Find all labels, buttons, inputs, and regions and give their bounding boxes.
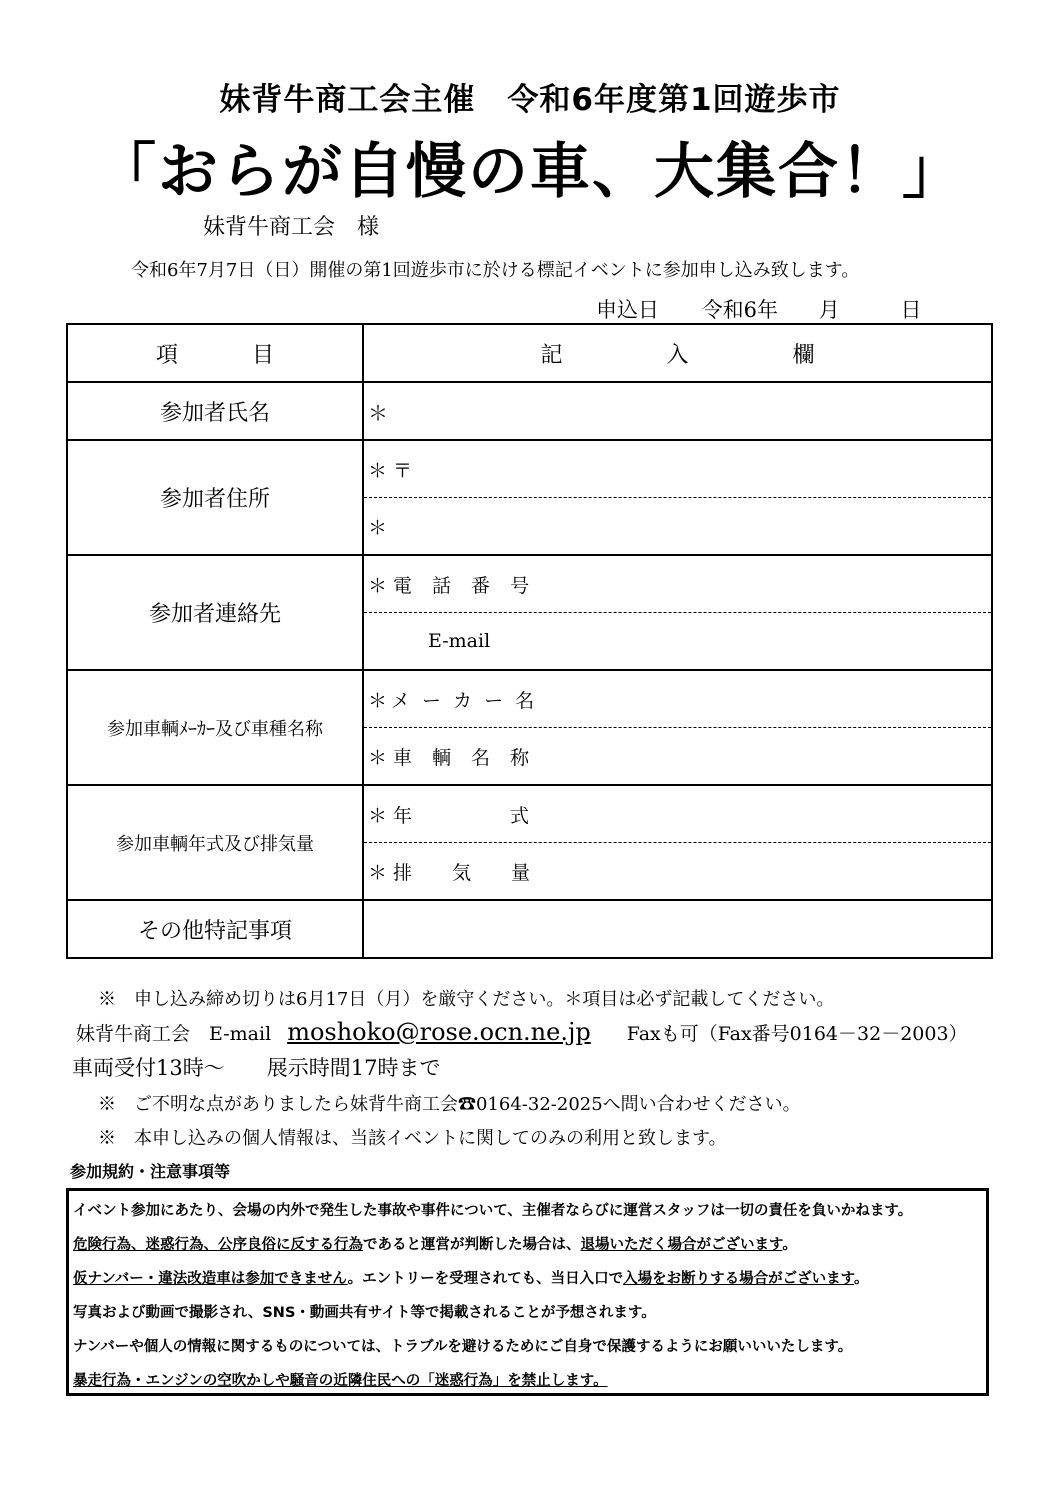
participant-contact-label: 参加者連絡先 <box>67 555 363 670</box>
inquiry-note: ※ ご不明な点がありましたら妹背牛商工会☎0164-32-2025へ問い合わせください。 <box>98 1094 801 1115</box>
rules-box <box>66 1188 989 1396</box>
phone-label-char: 電 <box>393 574 413 597</box>
deadline-note: ※ 申し込み締め切りは6月17日（月）を厳守ください。＊項目は必ず記載してください。 <box>98 989 835 1010</box>
model-label-char: 車 <box>393 746 413 769</box>
header-entry-char: 記 <box>540 342 563 368</box>
phone-number-field[interactable] <box>364 556 991 613</box>
required-mark: ＊ <box>368 574 388 597</box>
rule-item: イベント参加にあたり、会場の内外で発生した事故や事件について、主催者ならびに運営スタッフは一切の責任を負いかねます。 <box>73 1203 913 1219</box>
header-item-char: 項 <box>155 342 178 368</box>
rule-text: 。 <box>782 1237 797 1253</box>
participant-name-field[interactable]: ＊ <box>363 382 992 440</box>
header-entry-cell <box>363 324 992 382</box>
model-label-char: 輌 <box>432 746 452 769</box>
contact-line <box>76 1018 968 1046</box>
header-item-cell <box>67 324 363 382</box>
maker-label-char: カ <box>453 689 473 712</box>
application-date-label: 申込日 <box>596 298 659 322</box>
application-date-month: 月 <box>818 298 840 322</box>
vehicle-maker-model-cell <box>363 670 992 785</box>
maker-label-char: ー <box>422 689 442 712</box>
header-item-char: 目 <box>252 342 275 368</box>
rule-text: 。 <box>853 1271 869 1287</box>
table-row-address <box>67 440 992 555</box>
header-entry-char: 欄 <box>792 342 815 368</box>
phone-label-char: 話 <box>432 574 452 597</box>
model-label-char: 名 <box>471 746 491 769</box>
application-date <box>596 294 921 324</box>
displacement-label-char: 量 <box>511 861 531 884</box>
table-row-name <box>67 382 992 440</box>
displacement-label-char: 排 <box>393 861 413 884</box>
displacement-field[interactable] <box>364 843 991 899</box>
vehicle-year-displacement-label: 参加車輌年式及び排気量 <box>67 785 363 900</box>
other-notes-label: その他特記事項 <box>67 900 363 958</box>
email-label: E-mail <box>428 630 491 652</box>
event-title: 「おらが自慢の車、大集合！」 <box>96 137 964 207</box>
participant-address-label: 参加者住所 <box>67 440 363 555</box>
rule-item: ナンバーや個人の情報に関するものについては、トラブルを避けるためにご自身で保護するようにお願いいいたします。 <box>73 1339 853 1355</box>
vehicle-name-field[interactable] <box>364 728 991 784</box>
email-field[interactable] <box>364 613 991 669</box>
rule-emphasis: 仮ナンバー・違法改造車は参加できません <box>73 1271 348 1287</box>
application-form-table <box>66 323 993 959</box>
rule-emphasis: 退場いただく場合がございます <box>580 1237 783 1253</box>
maker-label-char: メ <box>391 689 411 712</box>
displacement-label-char: 気 <box>452 861 472 884</box>
phone-label-char: 番 <box>471 574 491 597</box>
required-mark: ＊ <box>368 689 388 712</box>
vehicle-maker-model-label: 参加車輌ﾒｰｶｰ及び車種名称 <box>67 670 363 785</box>
model-year-field[interactable] <box>364 786 991 843</box>
table-row-year <box>67 785 992 900</box>
required-mark: ＊ <box>368 804 388 827</box>
year-label-char: 式 <box>510 804 530 827</box>
table-row-contact <box>67 555 992 670</box>
participant-contact-cell <box>363 555 992 670</box>
phone-label-char: 号 <box>510 574 530 597</box>
rule-item: 写真および動画で撮影され、SNS・動画共有サイト等で掲載されることが予想されます。 <box>73 1305 656 1321</box>
header-entry-char: 入 <box>666 342 689 368</box>
rule-emphasis: 入場をお断りする場合がございます <box>623 1271 854 1287</box>
required-mark: ＊ <box>368 861 388 884</box>
rule-item: 暴走行為・エンジンの空吹かしや騒音の近隣住民への「迷惑行為」を禁止します。 <box>73 1373 608 1389</box>
rules-title: 参加規約・注意事項等 <box>70 1162 231 1181</box>
table-header-row <box>67 324 992 382</box>
privacy-note: ※ 本申し込みの個人情報は、当該イベントに関してのみの利用と致します。 <box>98 1128 727 1149</box>
model-label-char: 称 <box>510 746 530 769</box>
application-date-year: 令和6年 <box>701 298 779 322</box>
maker-label-char: ー <box>484 689 504 712</box>
rule-text: 。エントリーを受理されても、当日入口で <box>347 1271 624 1287</box>
contact-email-link[interactable]: moshoko@rose.ocn.ne.jp <box>287 1018 591 1046</box>
required-mark: ＊ <box>368 746 388 769</box>
maker-name-field[interactable] <box>364 671 991 728</box>
table-row-vehicle <box>67 670 992 785</box>
rule-emphasis: 危険行為、迷惑行為、公序良俗に反する行為 <box>73 1237 363 1253</box>
event-organizer-heading: 妹背牛商工会主催 令和6年度第1回遊歩市 <box>219 82 841 118</box>
addressee: 妹背牛商工会 様 <box>203 215 380 240</box>
postal-code-field[interactable]: ＊ 〒 <box>364 441 991 498</box>
address-field[interactable]: ＊ <box>368 516 388 539</box>
application-date-day: 日 <box>900 298 922 322</box>
vehicle-year-displacement-cell <box>363 785 992 900</box>
contact-prefix: 妹背牛商工会 E-mail <box>76 1023 272 1045</box>
other-notes-field[interactable] <box>363 900 992 958</box>
participant-name-label: 参加者氏名 <box>67 382 363 440</box>
fax-note: Faxも可（Fax番号0164－32－2003） <box>626 1023 968 1045</box>
year-label-char: 年 <box>393 804 413 827</box>
reception-time: 車両受付13時～ 展示時間17時まで <box>72 1056 441 1080</box>
rule-text: であると運営が判断した場合は、 <box>363 1237 581 1253</box>
participant-address-cell <box>363 440 992 555</box>
table-row-other <box>67 900 992 958</box>
intro-text: 令和6年7月7日（日）開催の第1回遊歩市に於ける標記イベントに参加申し込み致します。 <box>131 260 860 281</box>
rule-item <box>73 1264 986 1298</box>
maker-label-char: 名 <box>515 689 535 712</box>
rule-item <box>73 1230 986 1264</box>
